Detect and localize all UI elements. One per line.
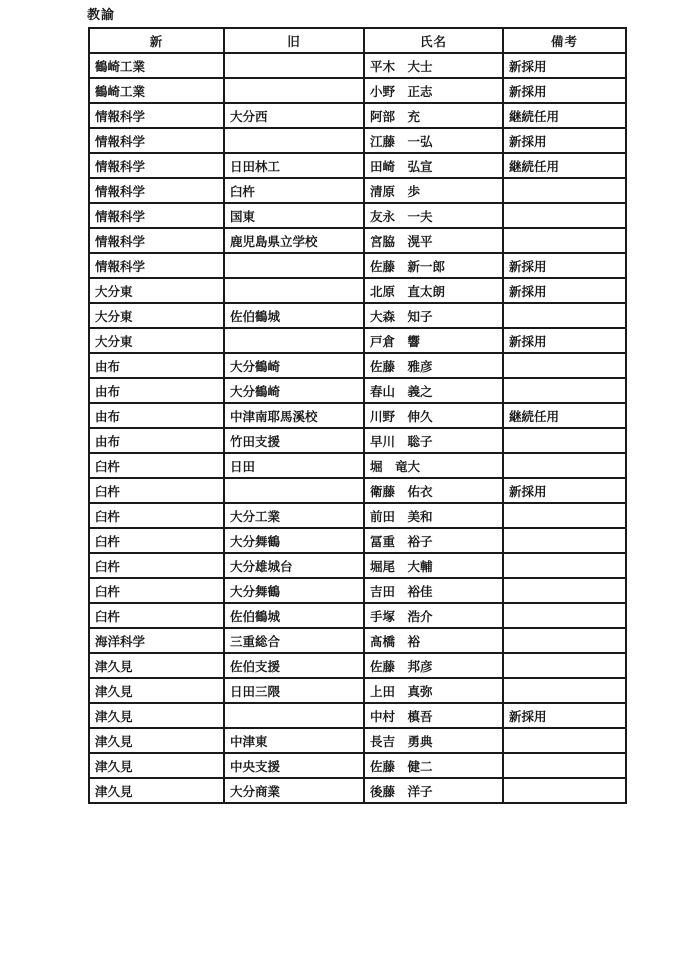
cell-remark: [503, 353, 626, 378]
cell-person-name: 阿部 充: [364, 103, 503, 128]
table-row: [89, 203, 626, 228]
cell-old-school: 大分商業: [224, 778, 364, 803]
cell-person-name: 衛藤 佑衣: [364, 478, 503, 503]
table-row: [89, 53, 626, 78]
cell-old-school: 日田: [224, 453, 364, 478]
cell-person-name: 中村 槙吾: [364, 703, 503, 728]
table-row: [89, 128, 626, 153]
cell-new-school: 津久見: [89, 753, 224, 778]
cell-remark: 新採用: [503, 78, 626, 103]
cell-person-name: 平木 大士: [364, 53, 503, 78]
column-header-note: 備考: [503, 28, 626, 53]
table-row: [89, 103, 626, 128]
cell-person-name: 戸倉 響: [364, 328, 503, 353]
table-row: [89, 728, 626, 753]
cell-new-school: 由布: [89, 428, 224, 453]
cell-remark: [503, 728, 626, 753]
table-row: [89, 453, 626, 478]
cell-person-name: 大森 知子: [364, 303, 503, 328]
cell-old-school: [224, 78, 364, 103]
cell-remark: [503, 203, 626, 228]
cell-person-name: 前田 美和: [364, 503, 503, 528]
cell-remark: [503, 378, 626, 403]
cell-new-school: 海洋科学: [89, 628, 224, 653]
cell-old-school: 大分鶴崎: [224, 353, 364, 378]
page-title: 教諭: [87, 7, 116, 22]
cell-remark: 新採用: [503, 253, 626, 278]
cell-remark: [503, 228, 626, 253]
table-row: [89, 353, 626, 378]
cell-old-school: [224, 328, 364, 353]
table-row: [89, 703, 626, 728]
cell-old-school: 国東: [224, 203, 364, 228]
cell-remark: 新採用: [503, 328, 626, 353]
cell-new-school: 津久見: [89, 778, 224, 803]
table-row: [89, 178, 626, 203]
cell-new-school: 由布: [89, 378, 224, 403]
table-row: [89, 753, 626, 778]
cell-person-name: 佐藤 新一郎: [364, 253, 503, 278]
cell-old-school: 大分鶴崎: [224, 378, 364, 403]
cell-old-school: 日田三隈: [224, 678, 364, 703]
cell-old-school: 日田林工: [224, 153, 364, 178]
cell-person-name: 髙橋 裕: [364, 628, 503, 653]
cell-new-school: 臼杵: [89, 478, 224, 503]
cell-old-school: [224, 253, 364, 278]
cell-remark: 新採用: [503, 703, 626, 728]
cell-person-name: 冨重 裕子: [364, 528, 503, 553]
cell-new-school: 由布: [89, 403, 224, 428]
cell-old-school: [224, 53, 364, 78]
table-row: [89, 428, 626, 453]
cell-person-name: 堀尾 大輔: [364, 553, 503, 578]
cell-old-school: 大分舞鶴: [224, 578, 364, 603]
cell-person-name: 宮脇 滉平: [364, 228, 503, 253]
cell-new-school: 情報科学: [89, 103, 224, 128]
cell-person-name: 長吉 勇典: [364, 728, 503, 753]
cell-remark: [503, 603, 626, 628]
cell-person-name: 上田 真弥: [364, 678, 503, 703]
table-row: [89, 553, 626, 578]
cell-person-name: 佐藤 雅彦: [364, 353, 503, 378]
cell-old-school: 中津南耶馬溪校: [224, 403, 364, 428]
cell-remark: [503, 628, 626, 653]
cell-remark: [503, 653, 626, 678]
cell-person-name: 手塚 浩介: [364, 603, 503, 628]
cell-new-school: 津久見: [89, 678, 224, 703]
cell-new-school: 情報科学: [89, 253, 224, 278]
table-row: [89, 503, 626, 528]
teachers-table: [88, 27, 627, 804]
cell-new-school: 情報科学: [89, 153, 224, 178]
cell-new-school: 臼杵: [89, 503, 224, 528]
cell-remark: [503, 778, 626, 803]
cell-person-name: 後藤 洋子: [364, 778, 503, 803]
cell-old-school: 三重総合: [224, 628, 364, 653]
cell-old-school: 大分西: [224, 103, 364, 128]
cell-new-school: 臼杵: [89, 578, 224, 603]
table-row: [89, 153, 626, 178]
cell-old-school: 大分舞鶴: [224, 528, 364, 553]
cell-remark: [503, 178, 626, 203]
cell-new-school: 大分東: [89, 303, 224, 328]
cell-old-school: 竹田支援: [224, 428, 364, 453]
cell-new-school: 津久見: [89, 653, 224, 678]
cell-person-name: 北原 直太朗: [364, 278, 503, 303]
table-row: [89, 328, 626, 353]
cell-person-name: 川野 伸久: [364, 403, 503, 428]
cell-old-school: 佐伯鶴城: [224, 303, 364, 328]
cell-new-school: 大分東: [89, 278, 224, 303]
cell-new-school: 臼杵: [89, 528, 224, 553]
table-row: [89, 653, 626, 678]
cell-old-school: [224, 478, 364, 503]
table-body: [89, 53, 626, 803]
header-row: [89, 28, 626, 53]
cell-new-school: 津久見: [89, 703, 224, 728]
cell-old-school: 大分雄城台: [224, 553, 364, 578]
table-row: [89, 378, 626, 403]
cell-new-school: 鶴崎工業: [89, 78, 224, 103]
cell-new-school: 情報科学: [89, 228, 224, 253]
cell-old-school: 臼杵: [224, 178, 364, 203]
cell-person-name: 春山 義之: [364, 378, 503, 403]
cell-remark: 新採用: [503, 53, 626, 78]
cell-old-school: [224, 703, 364, 728]
cell-new-school: 情報科学: [89, 178, 224, 203]
cell-new-school: 情報科学: [89, 203, 224, 228]
cell-old-school: [224, 278, 364, 303]
cell-old-school: [224, 128, 364, 153]
cell-person-name: 佐藤 邦彦: [364, 653, 503, 678]
cell-person-name: 田崎 弘宣: [364, 153, 503, 178]
cell-new-school: 情報科学: [89, 128, 224, 153]
cell-old-school: 中津東: [224, 728, 364, 753]
cell-person-name: 江藤 一弘: [364, 128, 503, 153]
cell-remark: [503, 503, 626, 528]
cell-remark: 継続任用: [503, 403, 626, 428]
table-row: [89, 528, 626, 553]
cell-old-school: 鹿児島県立学校: [224, 228, 364, 253]
cell-person-name: 早川 聡子: [364, 428, 503, 453]
cell-new-school: 臼杵: [89, 553, 224, 578]
table-row: [89, 403, 626, 428]
cell-person-name: 小野 正志: [364, 78, 503, 103]
cell-new-school: 津久見: [89, 728, 224, 753]
cell-remark: [503, 578, 626, 603]
table-row: [89, 253, 626, 278]
table-row: [89, 678, 626, 703]
table-row: [89, 278, 626, 303]
cell-old-school: 佐伯鶴城: [224, 603, 364, 628]
cell-new-school: 臼杵: [89, 603, 224, 628]
cell-remark: 継続任用: [503, 103, 626, 128]
cell-remark: [503, 303, 626, 328]
cell-remark: [503, 753, 626, 778]
cell-old-school: 大分工業: [224, 503, 364, 528]
cell-remark: [503, 453, 626, 478]
cell-remark: 新採用: [503, 478, 626, 503]
cell-person-name: 佐藤 健二: [364, 753, 503, 778]
cell-new-school: 鶴崎工業: [89, 53, 224, 78]
table-row: [89, 228, 626, 253]
table-row: [89, 578, 626, 603]
table-row: [89, 778, 626, 803]
cell-old-school: 中央支援: [224, 753, 364, 778]
cell-person-name: 友永 一夫: [364, 203, 503, 228]
cell-new-school: 大分東: [89, 328, 224, 353]
cell-old-school: 佐伯支援: [224, 653, 364, 678]
cell-remark: 新採用: [503, 278, 626, 303]
column-header-old: 旧: [224, 28, 364, 53]
cell-remark: [503, 553, 626, 578]
column-header-name: 氏名: [364, 28, 503, 53]
table-row: [89, 628, 626, 653]
cell-new-school: 由布: [89, 353, 224, 378]
cell-person-name: 堀 竜大: [364, 453, 503, 478]
cell-person-name: 清原 歩: [364, 178, 503, 203]
cell-remark: [503, 678, 626, 703]
column-header-new: 新: [89, 28, 224, 53]
cell-person-name: 吉田 裕佳: [364, 578, 503, 603]
table-row: [89, 603, 626, 628]
cell-new-school: 臼杵: [89, 453, 224, 478]
table-row: [89, 478, 626, 503]
cell-remark: 新採用: [503, 128, 626, 153]
cell-remark: 継続任用: [503, 153, 626, 178]
table-row: [89, 303, 626, 328]
cell-remark: [503, 428, 626, 453]
table-row: [89, 78, 626, 103]
cell-remark: [503, 528, 626, 553]
